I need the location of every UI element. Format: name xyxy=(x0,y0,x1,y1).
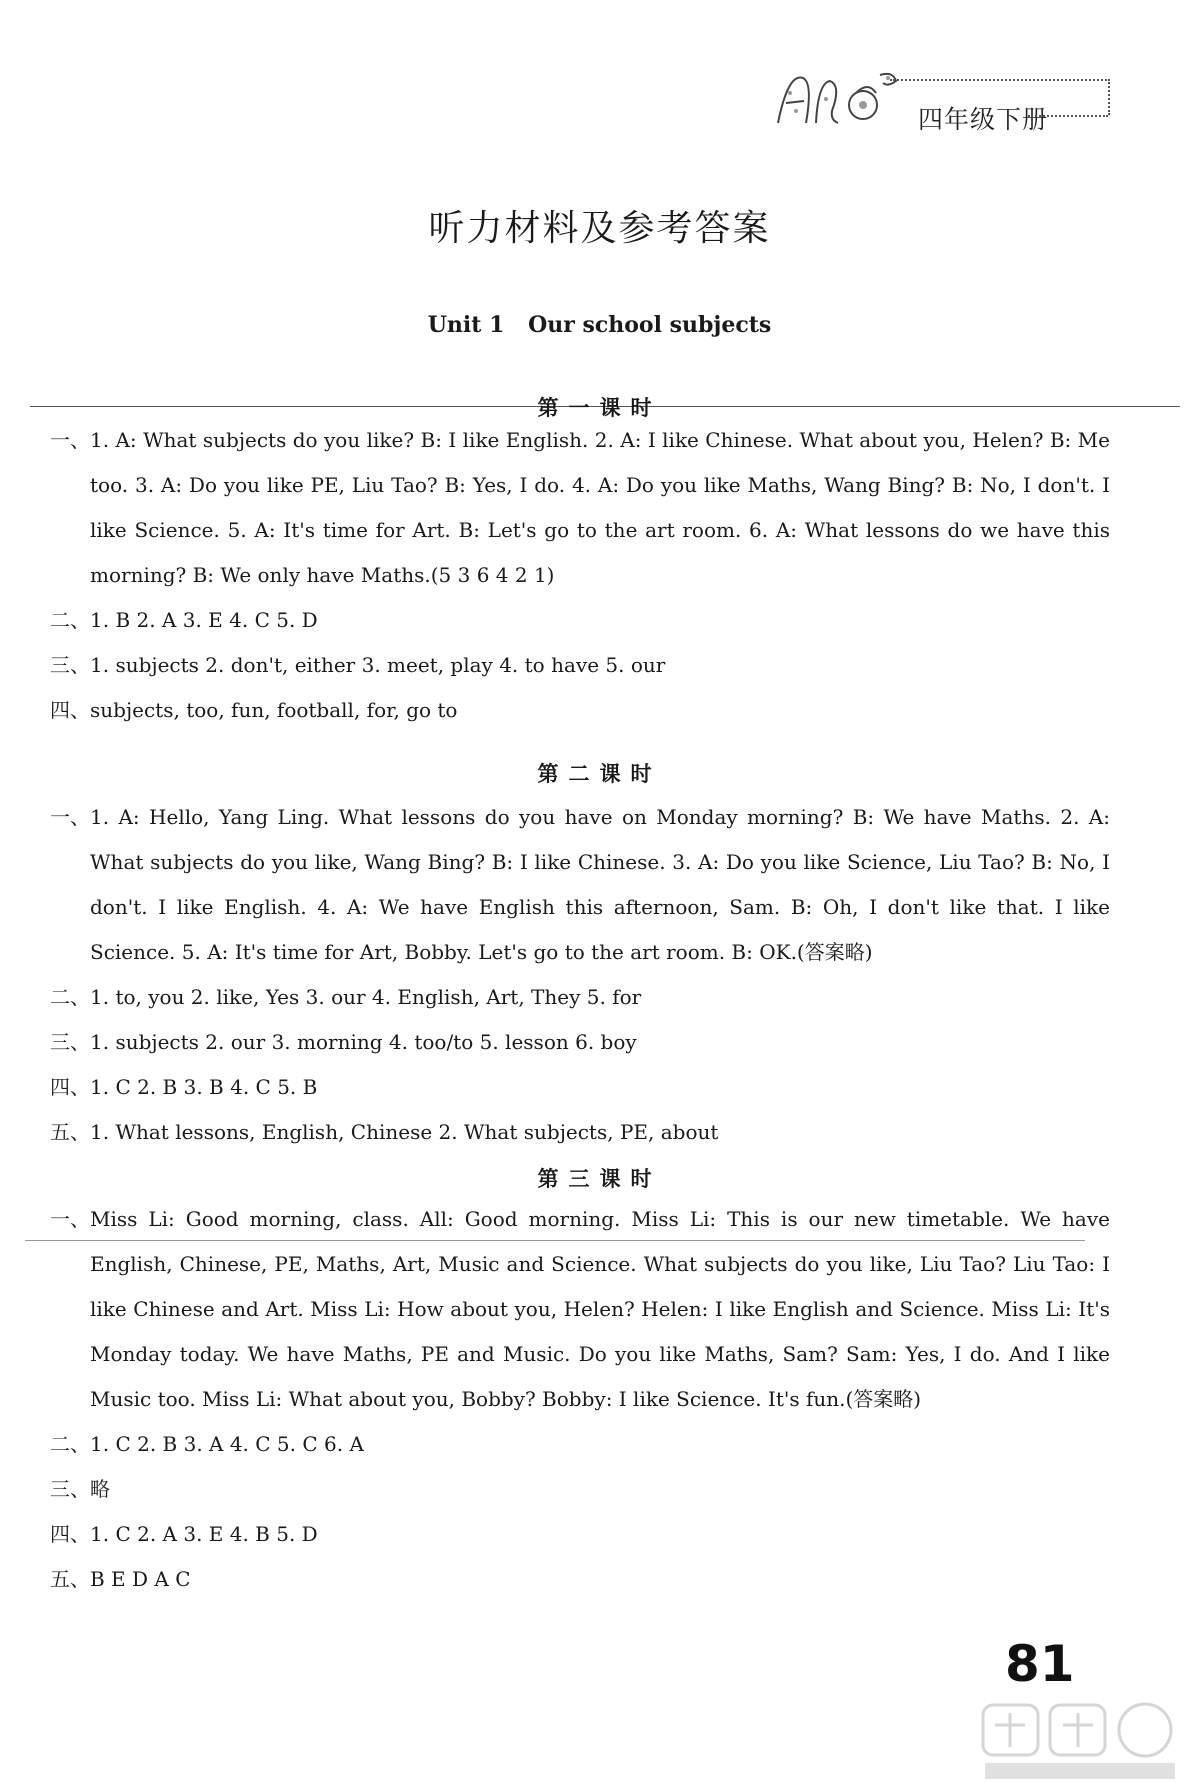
lesson-heading-3: 第三课时 xyxy=(537,1167,662,1191)
section-label: 五、 xyxy=(50,1567,90,1591)
header-dotted-line xyxy=(1028,115,1108,117)
answer-section xyxy=(50,1512,1110,1557)
section-text: 1. C 2. A 3. E 4. B 5. D xyxy=(90,1522,318,1546)
section-text: 1. subjects 2. our 3. morning 4. too/to 5. lesson 6. boy xyxy=(90,1030,637,1054)
unit-number: Unit 1 xyxy=(427,312,505,338)
lesson-2-answers xyxy=(50,795,1110,1155)
section-text: 1. A: What subjects do you like? B: I like English. 2. A: I like Chinese. What about you, Helen? B: Me too. 3. A: Do you like PE, Liu Tao? B: Yes, I do. 4. A: Do you like Maths, Wang Bing? B: No, I don't. I like Science. 5. A: It's time for Art. B: Let's go to the art room. 6. A: What lessons do we have this morning? B: We only have Maths.(5 3 6 4 2 1) xyxy=(90,428,1110,587)
answer-section xyxy=(50,1020,1110,1065)
section-label: 一、 xyxy=(50,428,90,452)
section-label: 三、 xyxy=(50,653,90,677)
answer-section xyxy=(50,795,1110,975)
unit-title xyxy=(0,312,1199,338)
section-text: B E D A C xyxy=(90,1567,191,1591)
answer-section xyxy=(50,1467,1110,1512)
lesson-1-answers xyxy=(50,418,1110,733)
section-text: 1. What lessons, English, Chinese 2. What subjects, PE, about xyxy=(90,1120,719,1144)
page-header xyxy=(760,55,1120,135)
page-title: 听力材料及参考答案 xyxy=(428,208,771,249)
answer-section xyxy=(50,1065,1110,1110)
section-label: 三、 xyxy=(50,1477,90,1501)
unit-name: Our school subjects xyxy=(528,312,772,338)
answer-section xyxy=(50,975,1110,1020)
page-number: 81 xyxy=(1005,1635,1075,1693)
section-label: 二、 xyxy=(50,985,90,1009)
answer-section xyxy=(50,1110,1110,1155)
section-label: 一、 xyxy=(50,1207,90,1231)
lesson-heading-2: 第二课时 xyxy=(537,762,662,786)
answer-section xyxy=(50,1557,1110,1602)
section-text: Miss Li: Good morning, class. All: Good morning. Miss Li: This is our new timetable. We have English, Chinese, PE, Maths, Art, Music and Science. What subjects do you like, Liu Tao? Liu Tao: I like Chinese and Art. Miss Li: How about you, Helen? Helen: I like English and Science. Miss Li: It's Monday today. We have Maths, PE and Music. Do you like Maths, Sam? Sam: Yes, I do. And I like Music too. Miss Li: What about you, Bobby? Bobby: I like Science. It's fun.(答案略) xyxy=(90,1207,1110,1411)
grade-label: 四年级下册 xyxy=(918,105,1049,134)
section-label: 四、 xyxy=(50,1522,90,1546)
section-text: subjects, too, fun, football, for, go to xyxy=(90,698,458,722)
section-text: 1. A: Hello, Yang Ling. What lessons do you have on Monday morning? B: We have Maths. 2. A: What subjects do you like, Wang Bing? B: I like Chinese. 3. A: Do you like Science, Liu Tao? B: No, I don't. I like English. 4. A: We have English this afternoon, Sam. B: Oh, I don't like that. I like Science. 5. A: It's time for Art, Bobby. Let's go to the art room. B: OK.(答案略) xyxy=(90,805,1110,964)
section-text: 1. to, you 2. like, Yes 3. our 4. English, Art, They 5. for xyxy=(90,985,642,1009)
lesson-3-answers xyxy=(50,1197,1110,1602)
section-text: 1. C 2. B 3. A 4. C 5. C 6. A xyxy=(90,1432,364,1456)
section-label: 四、 xyxy=(50,698,90,722)
lesson-heading-1: 第一课时 xyxy=(537,396,662,420)
section-label: 五、 xyxy=(50,1120,90,1144)
answer-section xyxy=(50,418,1110,598)
section-label: 二、 xyxy=(50,608,90,632)
header-dotted-line xyxy=(890,79,1110,81)
answer-section xyxy=(50,598,1110,643)
answer-section xyxy=(50,643,1110,688)
section-label: 一、 xyxy=(50,805,90,829)
answer-section xyxy=(50,1197,1110,1422)
section-label: 二、 xyxy=(50,1432,90,1456)
section-label: 三、 xyxy=(50,1030,90,1054)
header-dotted-line xyxy=(1108,79,1110,115)
section-text: 1. C 2. B 3. B 4. C 5. B xyxy=(90,1075,318,1099)
section-text: 1. B 2. A 3. E 4. C 5. D xyxy=(90,608,318,632)
watermark-logo-icon xyxy=(975,1695,1185,1785)
section-label: 四、 xyxy=(50,1075,90,1099)
section-text: 略 xyxy=(90,1477,110,1501)
series-logo-icon xyxy=(768,63,908,133)
section-text: 1. subjects 2. don't, either 3. meet, play 4. to have 5. our xyxy=(90,653,666,677)
answer-section xyxy=(50,1422,1110,1467)
answer-section xyxy=(50,688,1110,733)
